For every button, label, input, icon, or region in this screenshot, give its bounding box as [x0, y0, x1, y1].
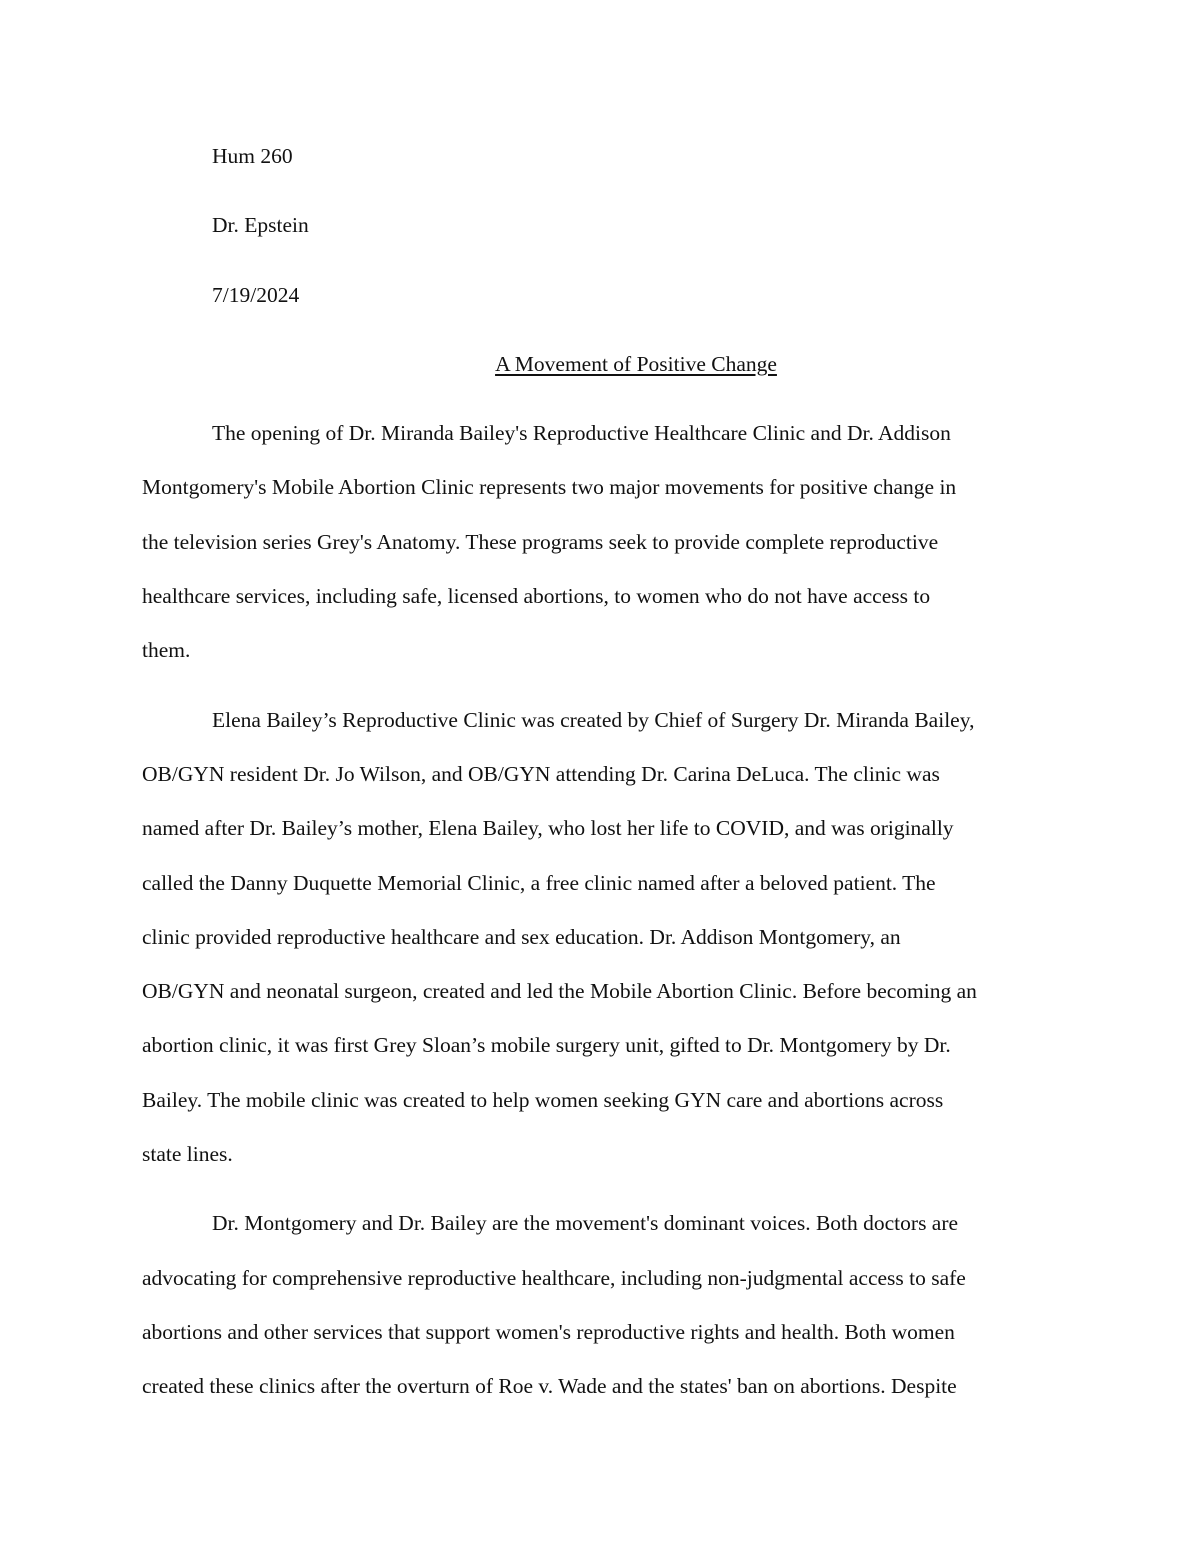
paragraph-3 — [142, 1196, 1060, 1413]
paragraph-line: Dr. Montgomery and Dr. Bailey are the movement's dominant voices. Both doctors are — [212, 1211, 959, 1236]
course-line: Hum 260 — [212, 144, 293, 168]
paragraph-line: called the Danny Duquette Memorial Clinic, a free clinic named after a beloved patient. The — [142, 870, 936, 895]
paragraph-line: abortion clinic, it was first Grey Sloan’s mobile surgery unit, gifted to Dr. Montgomery by Dr. — [142, 1033, 951, 1058]
paragraph-line: advocating for comprehensive reproductive healthcare, including non-judgmental access to safe — [142, 1265, 966, 1290]
paragraph-line: The opening of Dr. Miranda Bailey's Reproductive Healthcare Clinic and Dr. Addison — [212, 421, 951, 446]
paragraph-2 — [142, 693, 1060, 1182]
paragraph-line: created these clinics after the overturn of Roe v. Wade and the states' ban on abortions. Despite — [142, 1374, 957, 1399]
paragraph-1 — [142, 406, 1060, 677]
instructor-line: Dr. Epstein — [212, 213, 309, 238]
paragraph-line: state lines. — [142, 1142, 233, 1167]
paragraph-line: clinic provided reproductive healthcare and sex education. Dr. Addison Montgomery, an — [142, 924, 901, 949]
paragraph-line: named after Dr. Bailey’s mother, Elena Bailey, who lost her life to COVID, and was originally — [142, 816, 954, 841]
paragraph-line: them. — [142, 638, 191, 663]
paragraph-line: Bailey. The mobile clinic was created to help women seeking GYN care and abortions across — [142, 1087, 944, 1112]
paragraph-line: Elena Bailey’s Reproductive Clinic was created by Chief of Surgery Dr. Miranda Bailey, — [212, 707, 975, 732]
paragraph-line: abortions and other services that support women's reproductive rights and health. Both women — [142, 1319, 955, 1344]
paragraph-line: Montgomery's Mobile Abortion Clinic represents two major movements for positive change in — [142, 475, 957, 500]
document-body — [142, 129, 1060, 1429]
paragraph-line: the television series Grey's Anatomy. These programs seek to provide complete reproductive — [142, 529, 939, 554]
essay-title-text: A Movement of Positive Change — [495, 351, 777, 376]
paragraph-line: healthcare services, including safe, licensed abortions, to women who do not have access to — [142, 584, 931, 609]
date-line: 7/19/2024 — [212, 282, 300, 307]
paragraph-line: OB/GYN resident Dr. Jo Wilson, and OB/GYN attending Dr. Carina DeLuca. The clinic was — [142, 761, 940, 786]
essay-title — [212, 337, 1060, 406]
paragraph-line: OB/GYN and neonatal surgeon, created and led the Mobile Abortion Clinic. Before becoming an — [142, 979, 977, 1004]
